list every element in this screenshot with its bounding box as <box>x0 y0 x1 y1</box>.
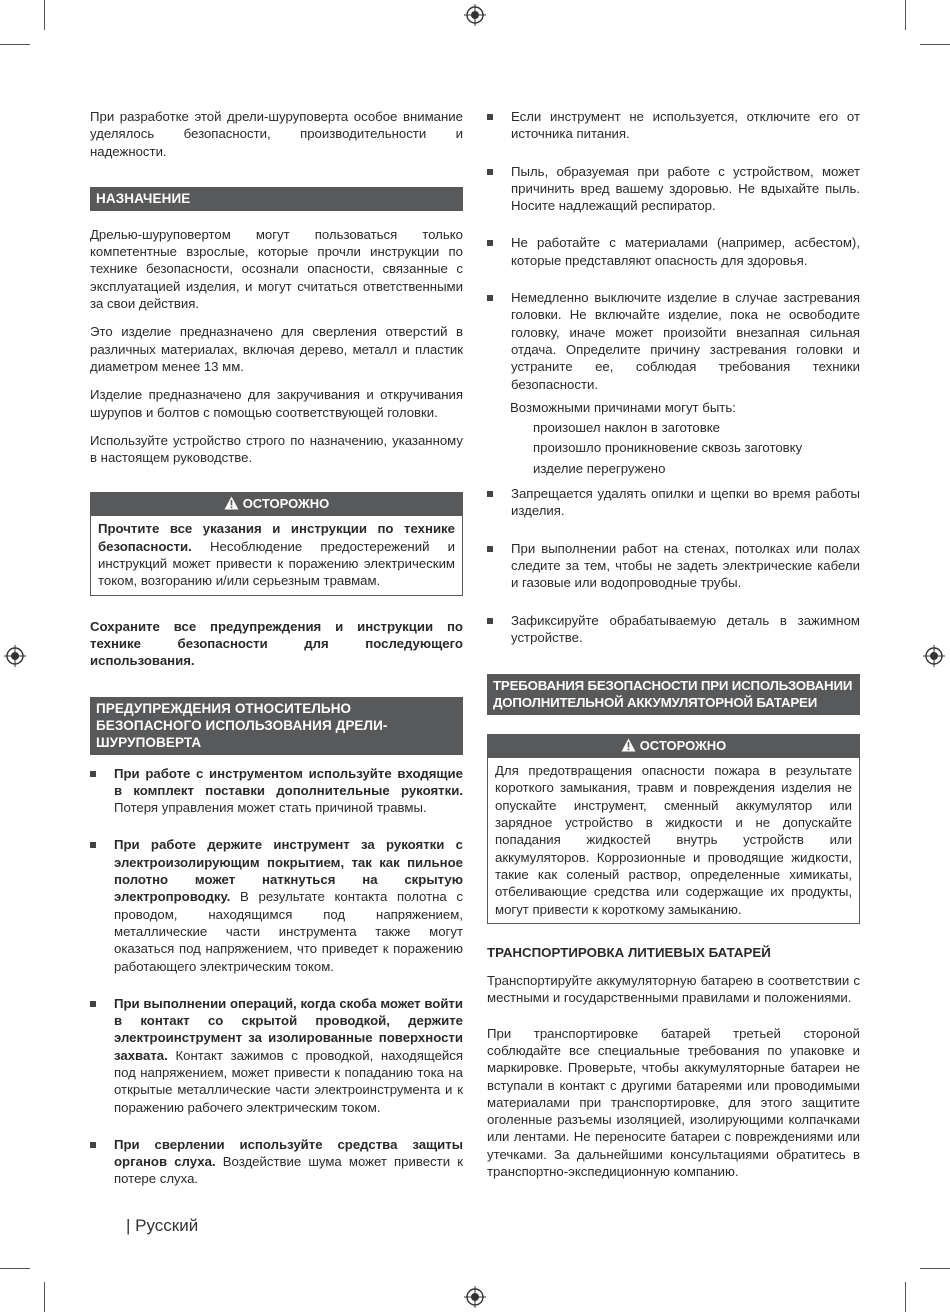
crop-mark-top-right-h <box>920 44 950 45</box>
bullet-square-icon <box>90 771 96 777</box>
bullet-square-icon <box>90 842 96 848</box>
crop-mark-bottom-right-h <box>920 1268 950 1269</box>
bullet-text: Не работайте с материалами (например, асбестом), которые представляют опасность для здоровья. <box>511 235 860 268</box>
bullet-text: При выполнении работ на стенах, потолках или полах следите за тем, чтобы не задеть электрические кабели и газовые или водопроводные трубы. <box>511 540 860 591</box>
purpose-paragraph-2: Это изделие предназначено для сверления отверстий в различных материалах, включая дерево, металл и пластик диаметром менее 13 мм. <box>90 324 463 374</box>
warning-triangle-icon <box>621 738 636 752</box>
safety-bullet-list <box>90 765 463 1188</box>
warning-box-battery <box>487 734 860 924</box>
bullet-square-icon <box>487 114 493 120</box>
warning-header <box>91 493 462 516</box>
list-item <box>90 765 463 817</box>
bullet-text: Запрещается удалять опилки и щепки во время работы изделия. <box>511 486 860 519</box>
cause-item: изделие перегружено <box>533 460 666 476</box>
work-bullet-list <box>487 485 860 646</box>
transport-paragraph-1: Транспортируйте аккумуляторную батарею в соответствии с местными и государственными правилами и положениями. <box>487 973 860 1006</box>
bullet-text: Немедленно выключите изделие в случае застревания головки. Не включайте изделие, пока не освободите головку, иначе может произойти внезапная сильная отдача. Определите причину застревания головки и устраните ее, соблюдая требования техники безопасности. <box>511 290 860 392</box>
list-item <box>487 540 860 592</box>
transport-paragraph-2: При транспортировке батарей третьей стороной соблюдайте все специальные требования по упаковке и маркировке. Проверьте, чтобы аккумуляторные батареи не вступали в контакт с другими батареями или проводимыми материалами при транспортировке, для этого защитите оголенные разъемы изоляцией, изолирующими колпачками или лентами. Не переносите батареи с повреждениями или утечками. За дальнейшими консультациями обратитесь в транспортно-экспедиционную компанию. <box>487 1025 860 1180</box>
page-footer-language: | Русский <box>126 1216 199 1235</box>
bullet-square-icon <box>487 546 493 552</box>
warning-triangle-icon <box>224 496 239 510</box>
registration-mark-left <box>4 645 26 667</box>
warning-text: Несоблюдение предостережений и инструкций может привести к поражению электрическим током, возгоранию и/или серьезным травмам. <box>98 538 455 589</box>
list-item <box>90 1136 463 1188</box>
registration-mark-right <box>923 645 945 667</box>
bullet-bold-text: При сверлении используйте средства защиты органов слуха. <box>114 1136 463 1170</box>
list-item <box>487 289 860 393</box>
crop-mark-bottom-left <box>44 1282 45 1312</box>
list-item <box>90 836 463 974</box>
list-item <box>487 612 860 647</box>
bullet-square-icon <box>487 295 493 301</box>
warning-title: ОСТОРОЖНО <box>242 496 330 512</box>
registration-mark-top <box>464 4 486 26</box>
purpose-paragraph-1: Дрелью-шуруповертом могут пользоваться только компетентные взрослые, которые прочли инструкции по технике безопасности, осознали опасности, связанные с эксплуатацией изделия, и могут считаться ответственными за свои действия. <box>90 226 463 312</box>
intro-paragraph: При разработке этой дрели-шуруповерта особое внимание уделялось безопасности, производительности и надежности. <box>90 109 463 159</box>
warning-body: Для предотвращения опасности пожара в результате короткого замыкания, травм и повреждения изделия не опускайте инструмент, сменный аккумулятор или зарядное устройство в жидкости и не допускайте попадания жидкостей внутрь устройств или аккумуляторов. Коррозионные и проводящие жидкости, такие как соленый раствор, определенные химикаты, отбеливающие средства или содержащие их продукты, могут привести к короткому замыканию. <box>495 763 852 917</box>
bullet-square-icon <box>487 240 493 246</box>
bullet-bold-text: При выполнении операций, когда скоба может войти в контакт со скрытой проводкой, держите электроинструмент за изолированные поверхности захвата. <box>114 995 463 1063</box>
bullet-bold-text: При работе держите инструмент за рукоятки с электроизолирующим покрытием, так как пильное полотно может наткнуться на скрытую электропроводку. <box>114 837 463 905</box>
list-item <box>487 163 860 215</box>
battery-safety-heading: ТРЕБОВАНИЯ БЕЗОПАСНОСТИ ПРИ ИСПОЛЬЗОВАНИИ ДОПОЛНИТЕЛЬНОЙ АККУМУЛЯТОРНОЙ БАТАРЕИ <box>487 674 860 715</box>
warning-body <box>91 516 462 594</box>
bullet-bold-text: При работе с инструментом используйте входящие в комплект поставки дополнительные рукоятки. <box>114 765 463 798</box>
purpose-paragraph-4: Используйте устройство строго по назначению, указанному в настоящем руководстве. <box>90 432 463 466</box>
crop-mark-bottom-left-h <box>0 1268 30 1269</box>
left-column <box>90 108 463 1199</box>
crop-mark-top-left <box>44 0 45 30</box>
general-bullet-list <box>487 108 860 393</box>
bullet-square-icon <box>90 1001 96 1007</box>
transport-heading: ТРАНСПОРТИРОВКА ЛИТИЕВЫХ БАТАРЕЙ <box>487 944 771 960</box>
list-item <box>90 995 463 1116</box>
crop-mark-top-left-h <box>0 44 30 45</box>
causes-intro: Возможными причинами могут быть: <box>510 399 736 415</box>
right-column <box>487 108 860 1191</box>
list-item <box>487 234 860 269</box>
registration-mark-bottom <box>464 1286 486 1308</box>
cause-item: произошло проникновение сквозь заготовку <box>533 440 803 456</box>
crop-mark-top-right <box>905 0 906 30</box>
bullet-square-icon <box>90 1142 96 1148</box>
bullet-text: Пыль, образуемая при работе с устройством, может причинить вред вашему здоровью. Не вдыхайте пыль. Носите надлежащий респиратор. <box>511 163 860 214</box>
bullet-text: Если инструмент не используется, отключите его от источника питания. <box>511 109 860 142</box>
warning-box-general <box>90 492 463 595</box>
safety-warnings-heading: ПРЕДУПРЕЖДЕНИЯ ОТНОСИТЕЛЬНО БЕЗОПАСНОГО ИСПОЛЬЗОВАНИЯ ДРЕЛИ-ШУРУПОВЕРТА <box>90 697 463 755</box>
bullet-square-icon <box>487 618 493 624</box>
warning-header <box>488 735 859 758</box>
bullet-text: Воздействие шума может привести к потере слуха. <box>114 1154 463 1187</box>
bullet-square-icon <box>487 169 493 175</box>
warning-bold-text: Прочтите все указания и инструкции по технике безопасности. <box>98 521 455 554</box>
list-item <box>487 108 860 143</box>
purpose-heading: НАЗНАЧЕНИЕ <box>90 187 463 211</box>
crop-mark-bottom-right <box>905 1282 906 1312</box>
purpose-paragraph-3: Изделие предназначено для закручивания и откручивания шурупов и болтов с помощью соответствующей головки. <box>90 387 463 420</box>
save-instructions-note: Сохраните все предупреждения и инструкции по технике безопасности для последующего использования. <box>90 618 463 669</box>
cause-item: произошел наклон в заготовке <box>533 420 721 436</box>
bullet-text: Потеря управления может стать причиной травмы. <box>114 800 427 816</box>
bullet-text: Зафиксируйте обрабатываемую деталь в зажимном устройстве. <box>511 612 860 645</box>
list-item <box>487 485 860 520</box>
bullet-text: В результате контакта полотна с проводом, находящимся под напряжением, металлические части инструмента также могут оказаться под напряжением, что приведет к поражению работающего электрическим током. <box>114 889 463 974</box>
warning-title: ОСТОРОЖНО <box>639 738 727 754</box>
bullet-square-icon <box>487 491 493 497</box>
bullet-text: Контакт зажимов с проводкой, находящейся под напряжением, может привести к попаданию тока на открытые металлические части электроинструмента и к поражению рабочего электрическим током. <box>114 1047 463 1115</box>
